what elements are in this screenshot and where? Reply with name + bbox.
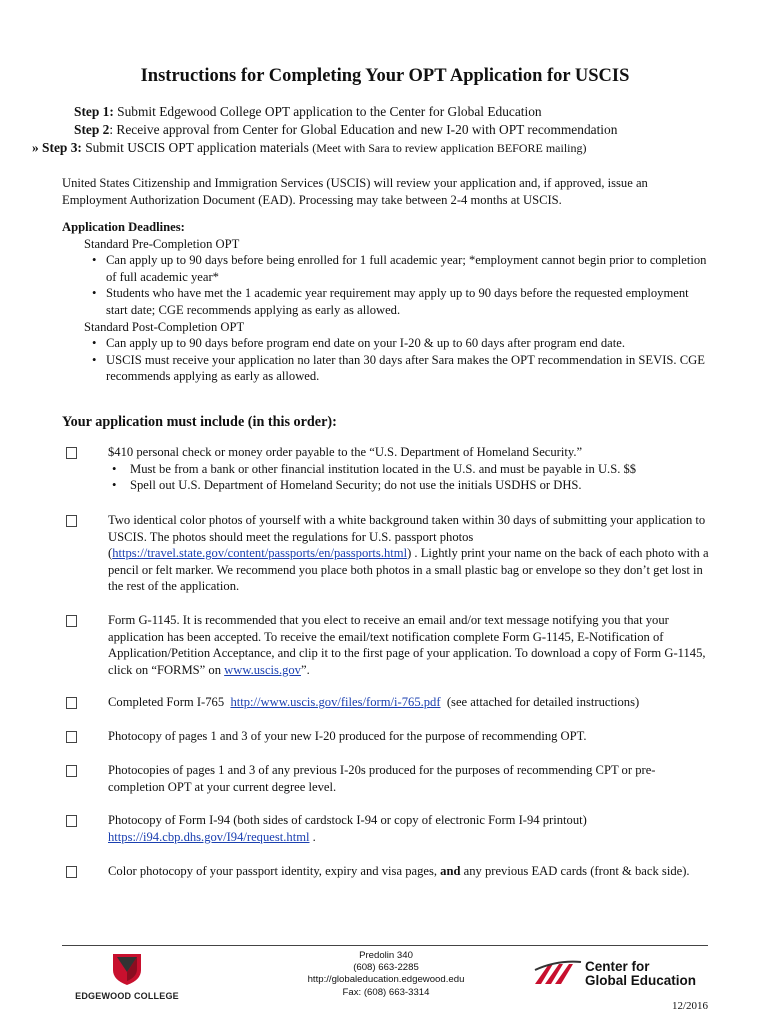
edgewood-college-logo bbox=[72, 952, 182, 1002]
checklist-item-check bbox=[62, 444, 712, 494]
step-label: » Step 3: bbox=[32, 140, 82, 155]
contact-block bbox=[296, 950, 476, 999]
checkbox-icon bbox=[66, 615, 77, 627]
text-part: Two identical color photos of yourself with a white background taken within 30 days of submitting your application to USCIS. The photos should meet the regulations for U.S. passport photos ( bbox=[108, 513, 706, 561]
item-text bbox=[62, 612, 712, 678]
checkbox-icon bbox=[66, 697, 77, 709]
list-item-text: Can apply up to 90 days before being enrolled for 1 full academic year; *employment cannot begin prior to completion of full academic year* bbox=[106, 253, 707, 284]
bullet-icon: • bbox=[92, 352, 97, 367]
list-item bbox=[62, 335, 712, 352]
text-part: Form G-1145. It is recommended that you elect to receive an email and/or text message notifying you that your application has been accepted. To receive the email/text notification complete Form G-1145, E-Notification of Application/Petition Acceptance, and clip it to the first page of your application. To download a copy of Form G-1145, click on “FORMS” on bbox=[108, 613, 706, 677]
item-text bbox=[62, 863, 712, 880]
checklist-item-passport bbox=[62, 863, 712, 880]
i765-link[interactable]: http://www.uscis.gov/files/form/i-765.pdf bbox=[230, 695, 441, 709]
checkbox-icon bbox=[66, 866, 77, 878]
checklist-item-i765 bbox=[62, 694, 712, 711]
checkbox-icon bbox=[66, 731, 77, 743]
checkbox-icon bbox=[66, 815, 77, 827]
step-text: Submit USCIS OPT application materials bbox=[81, 140, 313, 155]
check-sub-list bbox=[62, 461, 712, 494]
list-item bbox=[62, 252, 712, 285]
office-location: Predolin 340 bbox=[359, 950, 413, 961]
post-completion-heading: Standard Post-Completion OPT bbox=[84, 319, 245, 334]
checkbox-icon bbox=[66, 515, 77, 527]
list-item-text: Students who have met the 1 academic year requirement may apply up to 90 days before the requested employment start date; CGE recommends applying as early as allowed. bbox=[106, 286, 689, 317]
steps-list bbox=[32, 103, 618, 157]
bullet-icon: • bbox=[92, 336, 97, 351]
item-text: $410 personal check or money order payable to the “U.S. Department of Homeland Security.” bbox=[108, 445, 583, 459]
text-part: ”. bbox=[300, 662, 310, 677]
checkbox-icon bbox=[66, 765, 77, 777]
list-item bbox=[62, 461, 712, 478]
step-label: Step 1: bbox=[74, 104, 114, 119]
intro-paragraph: United States Citizenship and Immigration Services (USCIS) will review your application and, if approved, issue an Employment Authorization Document (EAD). Processing may take between 2-4 months at USCIS. bbox=[62, 176, 648, 207]
text-part: Photocopy of Form I-94 (both sides of cardstock I-94 or copy of electronic Form I-94 printout) bbox=[108, 813, 587, 827]
bullet-icon: • bbox=[92, 253, 97, 268]
text-part: Color photocopy of your passport identity, expiry and visa pages, bbox=[108, 864, 441, 878]
college-name: EDGEWOOD COLLEGE bbox=[75, 990, 179, 1001]
text-part: . bbox=[309, 829, 316, 844]
pre-completion-heading: Standard Pre-Completion OPT bbox=[84, 236, 240, 251]
i94-link[interactable]: https://i94.cbp.dhs.gov/I94/request.html bbox=[108, 829, 310, 844]
cge-swoosh-icon bbox=[533, 958, 583, 988]
cge-name bbox=[585, 960, 696, 988]
step-label: Step 2 bbox=[74, 122, 110, 137]
step-note: (Meet with Sara to review application BEFORE mailing) bbox=[312, 141, 587, 155]
edgewood-shield-icon bbox=[107, 952, 147, 986]
item-text: Photocopies of pages 1 and 3 of any previous I-20s produced for the purposes of recommending CPT or pre-completion OPT at your current degree level. bbox=[108, 763, 656, 794]
item-text bbox=[62, 512, 712, 595]
text-part: ) . Lightly print your name on the back of each photo with a pencil or felt marker. We recommend you place both photos in a small plastic bag or envelope so they don’t get lost in the rest of the application. bbox=[108, 546, 709, 594]
step-2 bbox=[62, 121, 617, 139]
deadlines-section bbox=[62, 219, 712, 385]
revision-date: 12/2016 bbox=[671, 1000, 708, 1012]
pre-completion-list bbox=[62, 252, 712, 318]
bullet-icon: • bbox=[92, 286, 97, 301]
checklist-item-i94 bbox=[62, 812, 712, 845]
post-completion-list bbox=[62, 335, 712, 385]
text-part: (see attached for detailed instructions) bbox=[440, 695, 640, 709]
checkbox-icon bbox=[66, 447, 77, 459]
fax-number: Fax: (608) 663-3314 bbox=[342, 986, 430, 998]
step-3 bbox=[32, 139, 617, 157]
phone-number: (608) 663-2285 bbox=[353, 962, 419, 974]
cge-line-2: Global Education bbox=[585, 973, 697, 988]
list-item-text: Spell out U.S. Department of Homeland Security; do not use the initials USDHS or DHS. bbox=[130, 478, 582, 493]
list-item bbox=[62, 285, 712, 318]
text-part: any previous EAD cards (front & back side). bbox=[460, 864, 690, 878]
text-part: Completed Form I-765 bbox=[108, 695, 231, 709]
passport-photos-link[interactable]: https://travel.state.gov/content/passports/en/passports.html bbox=[112, 546, 408, 561]
bullet-icon: • bbox=[112, 461, 117, 476]
list-item-text: Must be from a bank or other financial institution located in the U.S. and must be payable in U.S. $$ bbox=[130, 461, 637, 476]
requirements-heading: Your application must include (in this order): bbox=[62, 414, 337, 430]
item-text: Photocopy of pages 1 and 3 of your new I-20 produced for the purpose of recommending OPT. bbox=[108, 729, 587, 743]
checklist-item-previous-i20 bbox=[62, 762, 712, 795]
cge-line-1: Center for bbox=[585, 959, 650, 974]
list-item-text: USCIS must receive your application no later than 30 days after Sara makes the OPT recommendation in SEVIS. CGE recommends applying as early as allowed. bbox=[106, 352, 705, 384]
page-title: Instructions for Completing Your OPT Application for USCIS bbox=[140, 66, 630, 86]
deadlines-heading: Application Deadlines: bbox=[62, 220, 185, 234]
list-item bbox=[62, 477, 712, 494]
text-part-bold: and bbox=[440, 864, 461, 878]
uscis-link[interactable]: www.uscis.gov bbox=[224, 662, 301, 677]
list-item bbox=[62, 352, 712, 385]
item-text bbox=[62, 694, 712, 711]
step-1 bbox=[62, 103, 617, 121]
step-text: Submit Edgewood College OPT application to the Center for Global Education bbox=[113, 104, 542, 119]
cge-logo bbox=[533, 958, 697, 993]
list-item-text: Can apply up to 90 days before program end date on your I-20 & up to 60 days after program end date. bbox=[106, 336, 625, 351]
checklist-item-photos bbox=[62, 512, 712, 595]
checklist-item-i20 bbox=[62, 728, 712, 745]
checklist-item-g1145 bbox=[62, 612, 712, 678]
website: http://globaleducation.edgewood.edu bbox=[307, 974, 465, 986]
footer-divider bbox=[62, 945, 708, 946]
bullet-icon: • bbox=[112, 478, 117, 493]
item-text bbox=[62, 812, 712, 845]
step-text: : Receive approval from Center for Global Education and new I-20 with OPT recommendation bbox=[109, 122, 618, 137]
